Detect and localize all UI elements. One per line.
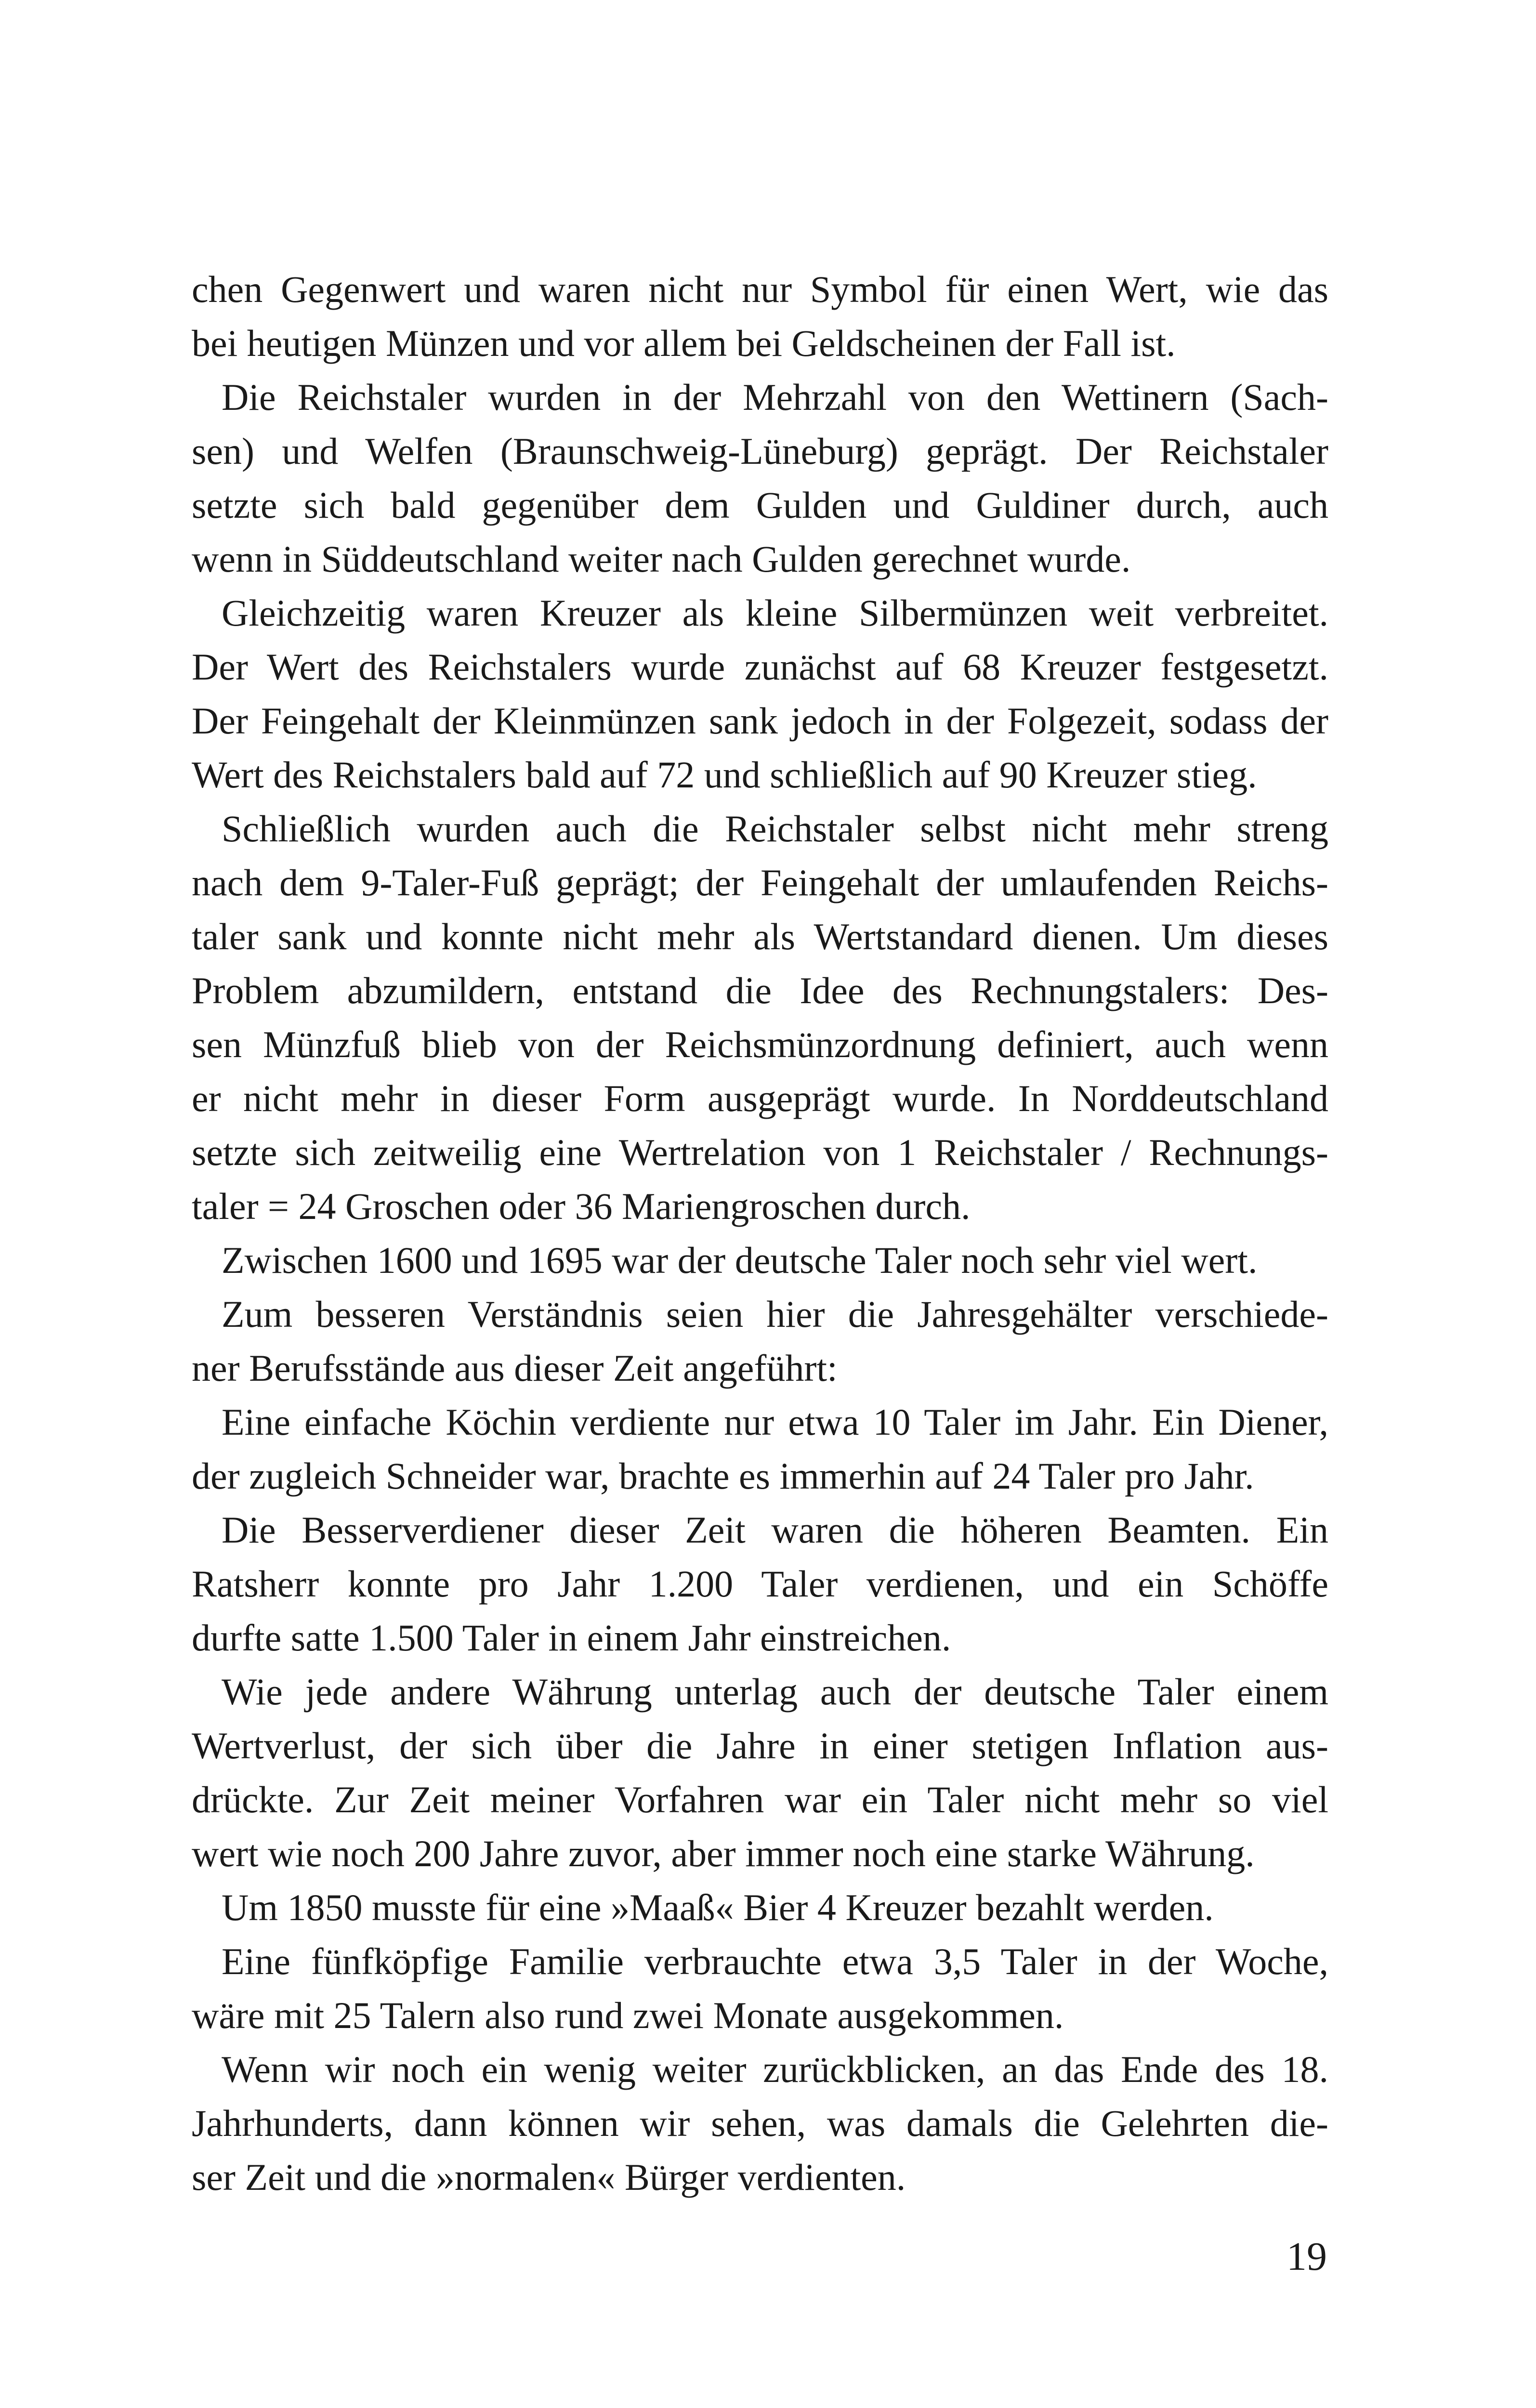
text-line: Wie jede andere Währung unterlag auch der deutsche Taler einem: [222, 1671, 1328, 1713]
text-line: Wenn wir noch ein wenig weiter zurückblicken, an das Ende des 18.: [222, 2048, 1328, 2090]
text-line: Die Reichstaler wurden in der Mehrzahl von den Wettinern (Sach-: [222, 376, 1328, 418]
text-line: Eine fünfköpfige Familie verbrauchte etwa 3,5 Taler in der Woche,: [222, 1940, 1328, 1982]
text-line: Wert des Reichstalers bald auf 72 und schließlich auf 90 Kreuzer stieg.: [192, 754, 1257, 796]
text-line: taler = 24 Groschen oder 36 Mariengroschen durch.: [192, 1185, 971, 1227]
text-line: wäre mit 25 Talern also rund zwei Monate ausgekommen.: [192, 1994, 1064, 2036]
body-text: [192, 262, 1328, 2204]
text-line: durfte satte 1.500 Taler in einem Jahr einstreichen.: [192, 1617, 951, 1659]
text-line: ser Zeit und die »normalen« Bürger verdienten.: [192, 2156, 906, 2198]
text-line: Zum besseren Verständnis seien hier die Jahresgehälter verschiede-: [222, 1293, 1328, 1335]
text-line: chen Gegenwert und waren nicht nur Symbol für einen Wert, wie das: [192, 268, 1328, 310]
text-line: Der Feingehalt der Kleinmünzen sank jedoch in der Folgezeit, sodass der: [192, 700, 1328, 742]
text-line: Problem abzumildern, entstand die Idee des Rechnungstalers: Des-: [192, 969, 1328, 1011]
text-line: Zwischen 1600 und 1695 war der deutsche Taler noch sehr viel wert.: [222, 1239, 1258, 1281]
text-line: drückte. Zur Zeit meiner Vorfahren war ein Taler nicht mehr so viel: [192, 1779, 1328, 1820]
text-line: Gleichzeitig waren Kreuzer als kleine Silbermünzen weit verbreitet.: [222, 592, 1328, 634]
text-line: sen) und Welfen (Braunschweig-Lüneburg) geprägt. Der Reichstaler: [192, 430, 1328, 472]
text-line: Jahrhunderts, dann können wir sehen, was damals die Gelehrten die-: [192, 2102, 1328, 2144]
text-line: taler sank und konnte nicht mehr als Wertstandard dienen. Um dieses: [192, 916, 1328, 957]
page-number: 19: [1287, 2234, 1327, 2279]
text-line: wenn in Süddeutschland weiter nach Gulden gerechnet wurde.: [192, 538, 1131, 580]
text-line: er nicht mehr in dieser Form ausgeprägt wurde. In Norddeutschland: [192, 1077, 1328, 1119]
text-line: bei heutigen Münzen und vor allem bei Geldscheinen der Fall ist.: [192, 322, 1176, 364]
text-line: wert wie noch 200 Jahre zuvor, aber immer noch eine starke Währung.: [192, 1832, 1255, 1874]
text-line: nach dem 9-Taler-Fuß geprägt; der Feingehalt der umlaufenden Reichs-: [192, 862, 1328, 903]
text-line: Eine einfache Köchin verdiente nur etwa 10 Taler im Jahr. Ein Diener,: [222, 1401, 1328, 1443]
text-line: sen Münzfuß blieb von der Reichsmünzordnung definiert, auch wenn: [192, 1023, 1328, 1065]
text-line: der zugleich Schneider war, brachte es immerhin auf 24 Taler pro Jahr.: [192, 1455, 1254, 1497]
text-line: Schließlich wurden auch die Reichstaler selbst nicht mehr streng: [222, 808, 1328, 850]
text-line: Um 1850 musste für eine »Maaß« Bier 4 Kreuzer bezahlt werden.: [222, 1886, 1214, 1928]
text-line: Die Besserverdiener dieser Zeit waren die höheren Beamten. Ein: [222, 1509, 1328, 1551]
text-line: Der Wert des Reichstalers wurde zunächst auf 68 Kreuzer festgesetzt.: [192, 646, 1328, 688]
text-line: ner Berufsstände aus dieser Zeit angeführt:: [192, 1347, 838, 1389]
text-line: setzte sich zeitweilig eine Wertrelation von 1 Reichstaler / Rechnungs-: [192, 1131, 1328, 1173]
text-line: setzte sich bald gegenüber dem Gulden und Guldiner durch, auch: [192, 484, 1328, 526]
text-line: Ratsherr konnte pro Jahr 1.200 Taler verdienen, und ein Schöffe: [192, 1563, 1328, 1605]
text-line: Wertverlust, der sich über die Jahre in einer stetigen Inflation aus-: [192, 1725, 1328, 1767]
